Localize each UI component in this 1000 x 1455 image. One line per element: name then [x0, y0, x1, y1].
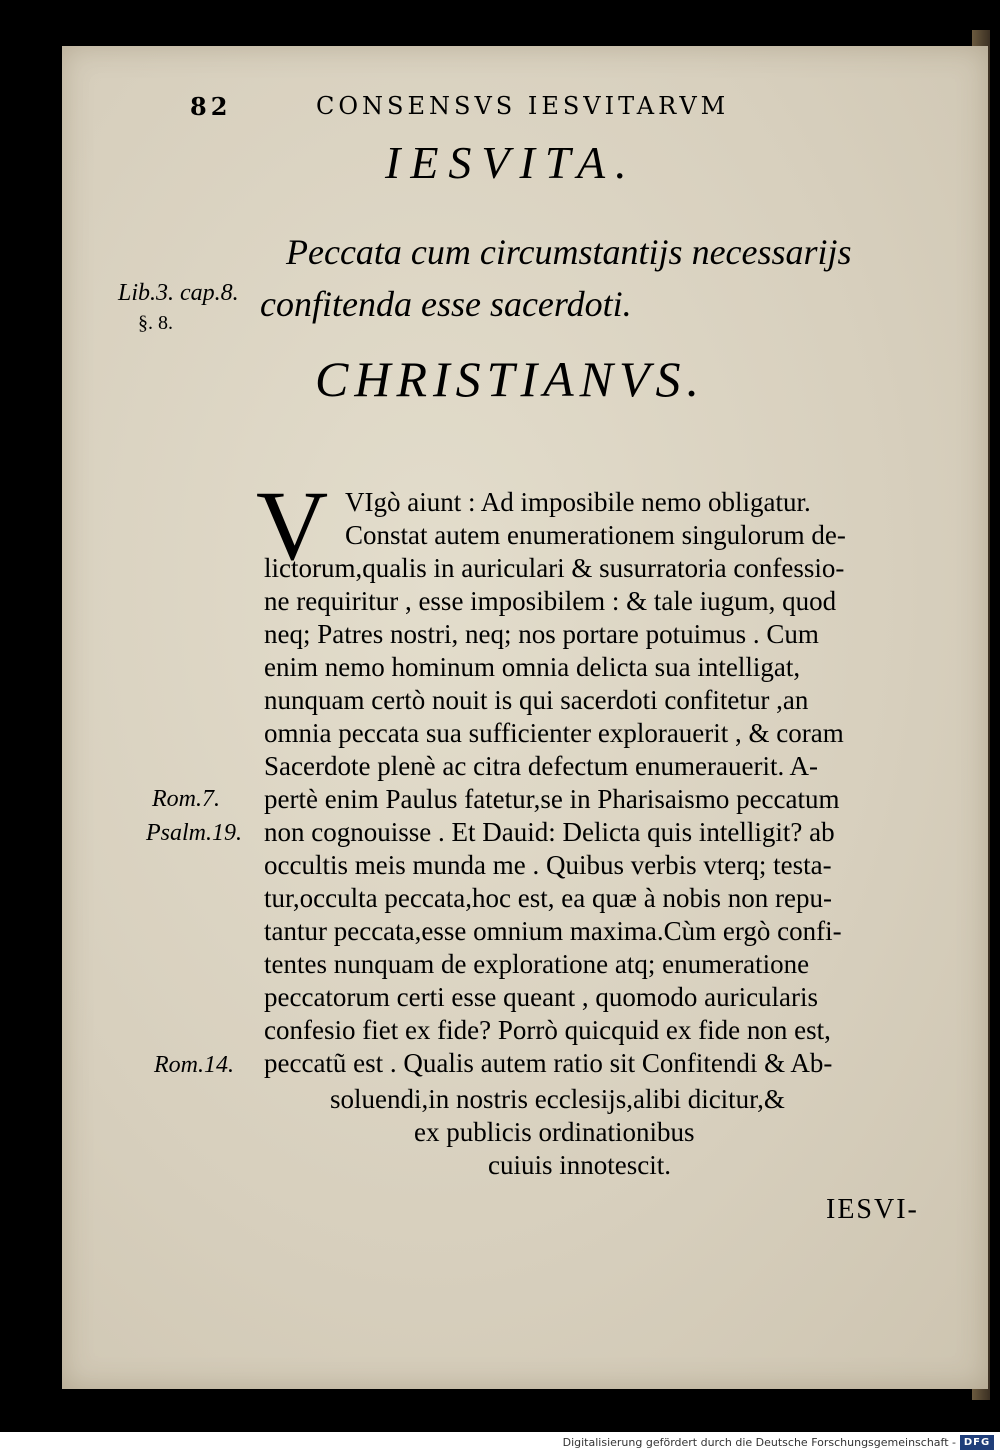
subheading-line-1: Peccata cum circumstantijs necessarijs — [286, 232, 852, 272]
running-title: CONSENSVS IESVITARVM — [316, 92, 730, 120]
body-line-10: pertè enim Paulus fatetur,se in Pharisaismo peccatum — [264, 784, 840, 814]
body-line-15: tentes nunquam de exploratione atq; enumeratione — [264, 949, 810, 979]
body-line-14: tantur peccata,esse omnium maxima.Cùm ergò confi- — [264, 916, 842, 946]
body-line-2: Constat autem enumerationem singulorum de- — [345, 520, 846, 550]
subheading-line-2: confitenda esse sacerdoti. — [260, 284, 632, 324]
body-line-13: tur,occulta peccata,hoc est, ea quæ à nobis non repu- — [264, 883, 832, 913]
body-line-19: soluendi,in nostris ecclesijs,alibi dicitur,& — [330, 1084, 785, 1114]
page-number: 82 — [190, 92, 232, 121]
heading-jesuita: IESVITA. — [385, 137, 637, 188]
subheading — [230, 226, 910, 330]
footer-bar — [0, 1432, 1000, 1455]
heading-christianus: CHRISTIANVS. — [315, 351, 706, 407]
drop-cap: V — [256, 470, 329, 581]
body-line-11: non cognouisse . Et Dauid: Delicta quis intelligit? ab — [264, 817, 835, 847]
footer-credit: Digitalisierung gefördert durch die Deutsche Forschungsgemeinschaft - — [562, 1436, 956, 1449]
body-line-8: omnia peccata sua sufficienter explorauerit , & coram — [264, 718, 844, 748]
body-line-5: neq; Patres nostri, neq; nos portare potuimus . Cum — [264, 619, 819, 649]
catchword: IESVI- — [826, 1194, 919, 1225]
body-line-12: occultis meis munda me . Quibus verbis vterq; testa- — [264, 850, 832, 880]
margin-note-psalm19: Psalm.19. — [146, 820, 242, 846]
body-line-21: cuiuis innotescit. — [488, 1150, 671, 1180]
body-line-7: nunquam certò nouit is qui sacerdoti confitetur ,an — [264, 685, 809, 715]
body-line-6: enim nemo hominum omnia delicta sua intelligat, — [264, 652, 801, 682]
margin-note-rom7: Rom.7. — [152, 786, 220, 812]
body-line-20: ex publicis ordinationibus — [414, 1117, 695, 1147]
body-line-1: VIgò aiunt : Ad imposibile nemo obligatur. — [345, 487, 811, 517]
margin-note-rom14: Rom.14. — [154, 1052, 234, 1078]
body-line-16: peccatorum certi esse queant , quomodo auricularis — [264, 982, 819, 1012]
body-line-18: peccatũ est . Qualis autem ratio sit Confitendi & Ab- — [264, 1048, 833, 1078]
body-line-9: Sacerdote plenè ac citra defectum enumerauerit. A- — [264, 751, 818, 781]
body-line-3: lictorum,qualis in auriculari & susurratoria confessio- — [264, 553, 845, 583]
margin-note-section8: §. 8. — [138, 312, 173, 334]
margin-note-lib3: Lib.3. cap.8. — [118, 280, 239, 306]
dfg-logo-icon: DFG — [960, 1435, 994, 1450]
body-line-4: ne requiritur , esse imposibilem : & tale iugum, quod — [264, 586, 837, 616]
body-line-17: confesio fiet ex fide? Porrò quicquid ex fide non est, — [264, 1015, 831, 1045]
